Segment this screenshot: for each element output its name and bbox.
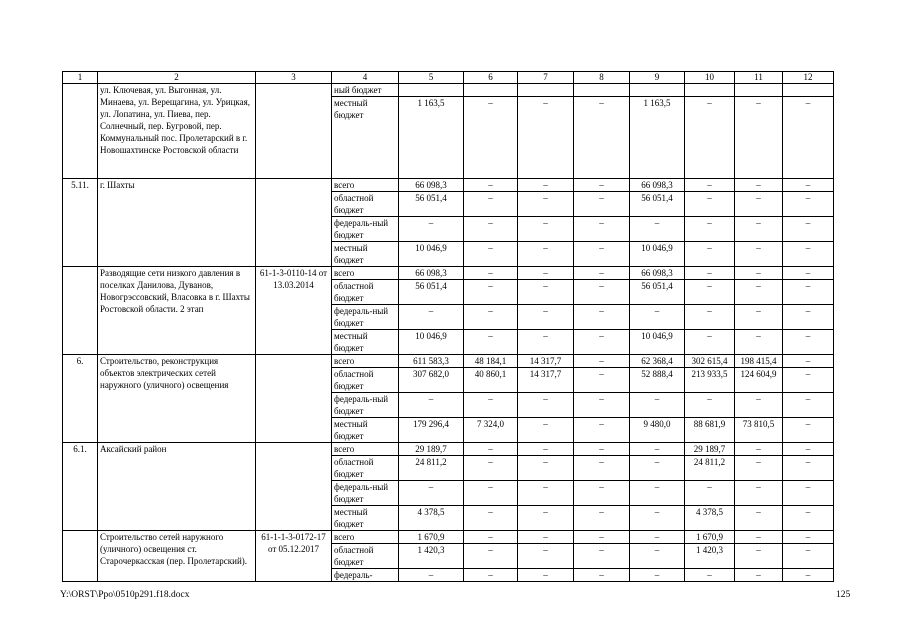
value-cell: 14 317,7 [518,355,574,368]
value-cell: – [399,305,464,330]
value-cell: 56 051,4 [630,280,685,305]
value-cell: – [783,481,834,506]
value-cell: – [783,506,834,531]
value-cell: 213 933,5 [685,368,735,393]
value-cell: – [735,443,783,456]
funding-source-cell: местный бюджет [332,506,399,531]
funding-source-cell: всего [332,267,399,280]
value-cell: – [518,569,574,582]
header-cell: 4 [332,72,399,84]
header-cell: 10 [685,72,735,84]
table-row [63,443,834,456]
value-cell: – [574,330,630,355]
item-number-cell [63,267,98,355]
value-cell: – [783,305,834,330]
header-cell: 6 [464,72,518,84]
item-number-cell: 6.1. [63,443,98,531]
value-cell: – [574,355,630,368]
funding-source-cell: федераль- [332,569,399,582]
value-cell: – [518,443,574,456]
value-cell: – [464,330,518,355]
value-cell: – [630,456,685,481]
value-cell: – [518,418,574,443]
value-cell: – [518,544,574,569]
value-cell: – [574,569,630,582]
value-cell: 88 681,9 [685,418,735,443]
value-cell: 56 051,4 [399,192,464,217]
funding-source-cell: местный бюджет [332,242,399,267]
value-cell: – [464,305,518,330]
value-cell: – [685,192,735,217]
value-cell: – [783,97,834,179]
header-cell: 5 [399,72,464,84]
item-name-cell: Строительство сетей наружного (уличного) освещения ст. Старочеркасская (пер. Пролетарский). [98,531,256,582]
value-cell: – [464,217,518,242]
value-cell: 1 670,9 [399,531,464,544]
value-cell: – [735,192,783,217]
value-cell: – [399,481,464,506]
value-cell [518,84,574,97]
value-cell: – [735,330,783,355]
funding-source-cell: областной бюджет [332,368,399,393]
value-cell: – [464,569,518,582]
value-cell: 9 480,0 [630,418,685,443]
value-cell: – [783,456,834,481]
value-cell: – [735,305,783,330]
item-name-cell: Аксайский район [98,443,256,531]
value-cell [464,84,518,97]
item-number-cell: 5.11. [63,179,98,267]
table-row [63,531,834,544]
value-cell: – [574,531,630,544]
budget-table [62,71,834,582]
value-cell: – [630,569,685,582]
value-cell: – [735,179,783,192]
value-cell: – [685,267,735,280]
funding-source-cell: областной бюджет [332,192,399,217]
item-name-cell: г. Шахты [98,179,256,267]
value-cell: – [685,217,735,242]
value-cell: 7 324,0 [464,418,518,443]
value-cell: 4 378,5 [685,506,735,531]
value-cell: – [518,217,574,242]
value-cell: – [735,280,783,305]
value-cell: 66 098,3 [399,179,464,192]
value-cell: – [783,280,834,305]
value-cell: – [783,242,834,267]
value-cell: – [630,305,685,330]
value-cell: 1 163,5 [399,97,464,179]
value-cell: – [735,393,783,418]
header-cell: 2 [98,72,256,84]
item-code-cell [256,84,332,179]
value-cell: 29 189,7 [399,443,464,456]
value-cell: 198 415,4 [735,355,783,368]
value-cell: – [518,179,574,192]
funding-source-cell: всего [332,531,399,544]
value-cell: 29 189,7 [685,443,735,456]
value-cell: – [783,393,834,418]
value-cell: – [518,481,574,506]
item-code-cell: 61-1-3-0110-14 от 13.03.2014 [256,267,332,355]
value-cell: 14 317,7 [518,368,574,393]
value-cell: 73 810,5 [735,418,783,443]
value-cell: – [735,506,783,531]
value-cell: – [464,192,518,217]
item-number-cell [63,84,98,179]
value-cell: – [464,481,518,506]
value-cell: – [574,393,630,418]
table-row [63,267,834,280]
value-cell: – [574,179,630,192]
value-cell: 56 051,4 [399,280,464,305]
value-cell: – [735,531,783,544]
item-number-cell [63,531,98,582]
header-cell: 7 [518,72,574,84]
value-cell [735,84,783,97]
value-cell: – [464,443,518,456]
value-cell: – [783,192,834,217]
value-cell: 56 051,4 [630,192,685,217]
value-cell: – [685,569,735,582]
value-cell: – [464,506,518,531]
value-cell: – [574,418,630,443]
value-cell: – [735,456,783,481]
value-cell: – [630,531,685,544]
value-cell: – [399,569,464,582]
item-code-cell [256,355,332,443]
value-cell: – [518,531,574,544]
value-cell: – [630,393,685,418]
value-cell: – [518,280,574,305]
value-cell: 1 163,5 [630,97,685,179]
funding-source-cell: федераль-ный бюджет [332,481,399,506]
value-cell: 302 615,4 [685,355,735,368]
value-cell: – [464,267,518,280]
value-cell: – [574,305,630,330]
funding-source-cell: ный бюджет [332,84,399,97]
table-row [63,84,834,97]
table-row [63,179,834,192]
value-cell: 48 184,1 [464,355,518,368]
value-cell: – [735,481,783,506]
item-code-cell [256,443,332,531]
item-code-cell: 61-1-1-3-0172-17 от 05.12.2017 [256,531,332,582]
value-cell: 10 046,9 [399,242,464,267]
value-cell [685,84,735,97]
funding-source-cell: федераль-ный бюджет [332,217,399,242]
value-cell: 10 046,9 [399,330,464,355]
value-cell: – [464,544,518,569]
funding-source-cell: всего [332,355,399,368]
value-cell [399,84,464,97]
value-cell: 611 583,3 [399,355,464,368]
value-cell: – [630,506,685,531]
value-cell: 10 046,9 [630,330,685,355]
value-cell: – [574,456,630,481]
value-cell: – [518,267,574,280]
value-cell: 62 368,4 [630,355,685,368]
value-cell: – [783,418,834,443]
header-cell: 8 [574,72,630,84]
funding-source-cell: областной бюджет [332,544,399,569]
value-cell: 66 098,3 [630,179,685,192]
header-cell: 11 [735,72,783,84]
value-cell: – [783,531,834,544]
funding-source-cell: областной бюджет [332,456,399,481]
page-number: 125 [836,590,851,600]
value-cell: – [783,330,834,355]
value-cell: 66 098,3 [399,267,464,280]
value-cell: – [685,393,735,418]
value-cell: – [464,531,518,544]
item-name-cell: ул. Ключевая, ул. Выгонная, ул. Минаева, ул. Верещагина, ул. Урицкая, ул. Лопатина, ул. Пиева, пер. Солнечный, пер. Бугровой, пер. Коммунальный пос. Пролетарский в г. Новошахтинске Ростовской области [98,84,256,179]
value-cell: – [783,355,834,368]
value-cell: – [685,179,735,192]
value-cell: 124 604,9 [735,368,783,393]
value-cell: – [518,242,574,267]
funding-source-cell: местный бюджет [332,418,399,443]
value-cell: – [464,242,518,267]
value-cell: – [574,280,630,305]
value-cell: – [735,544,783,569]
value-cell: 307 682,0 [399,368,464,393]
value-cell: 24 811,2 [399,456,464,481]
value-cell: – [630,481,685,506]
value-cell: 4 378,5 [399,506,464,531]
value-cell: – [735,217,783,242]
value-cell: – [685,280,735,305]
value-cell: – [574,506,630,531]
funding-source-cell: местный бюджет [332,97,399,179]
value-cell: – [783,368,834,393]
value-cell: – [574,443,630,456]
value-cell: – [574,217,630,242]
funding-source-cell: всего [332,443,399,456]
item-number-cell: 6. [63,355,98,443]
value-cell: – [574,267,630,280]
value-cell: – [464,179,518,192]
value-cell: – [399,217,464,242]
funding-source-cell: всего [332,179,399,192]
value-cell: – [685,330,735,355]
value-cell: 10 046,9 [630,242,685,267]
table-body [63,72,834,582]
value-cell: 1 420,3 [399,544,464,569]
value-cell: 24 811,2 [685,456,735,481]
funding-source-cell: федераль-ный бюджет [332,305,399,330]
value-cell: – [685,305,735,330]
value-cell: 66 098,3 [630,267,685,280]
header-row [63,72,834,84]
table-row [63,355,834,368]
value-cell: – [783,443,834,456]
value-cell: – [518,456,574,481]
value-cell: 1 420,3 [685,544,735,569]
value-cell [574,84,630,97]
value-cell: – [735,97,783,179]
value-cell: – [518,97,574,179]
value-cell: – [574,544,630,569]
value-cell: – [574,97,630,179]
value-cell: – [783,217,834,242]
value-cell: – [464,97,518,179]
value-cell: – [735,242,783,267]
value-cell: – [518,506,574,531]
funding-source-cell: местный бюджет [332,330,399,355]
value-cell [630,84,685,97]
value-cell: – [399,393,464,418]
value-cell: – [574,481,630,506]
value-cell: – [630,443,685,456]
value-cell: – [574,192,630,217]
value-cell: – [685,97,735,179]
value-cell: 1 670,9 [685,531,735,544]
header-cell: 9 [630,72,685,84]
value-cell: – [574,368,630,393]
value-cell: – [630,544,685,569]
value-cell: – [783,179,834,192]
value-cell: 52 888,4 [630,368,685,393]
value-cell: – [685,481,735,506]
value-cell: 40 860,1 [464,368,518,393]
value-cell: – [685,242,735,267]
value-cell: – [518,192,574,217]
value-cell: – [783,267,834,280]
value-cell [783,84,834,97]
funding-source-cell: федераль-ный бюджет [332,393,399,418]
value-cell: – [518,305,574,330]
header-cell: 1 [63,72,98,84]
value-cell: – [464,280,518,305]
footer-file-path: Y:\ORST\Ppo\0510p291.f18.docx [60,590,190,600]
item-code-cell [256,179,332,267]
funding-source-cell: областной бюджет [332,280,399,305]
value-cell: – [518,330,574,355]
value-cell: – [735,267,783,280]
value-cell: – [735,569,783,582]
value-cell: – [574,242,630,267]
value-cell: – [783,544,834,569]
value-cell: – [464,456,518,481]
value-cell: – [630,217,685,242]
value-cell: – [518,393,574,418]
header-cell: 3 [256,72,332,84]
value-cell: – [783,569,834,582]
item-name-cell: Строительство, реконструкция объектов электрических сетей наружного (уличного) освещения [98,355,256,443]
value-cell: – [464,393,518,418]
header-cell: 12 [783,72,834,84]
value-cell: 179 296,4 [399,418,464,443]
item-name-cell: Разводящие сети низкого давления в поселках Данилова, Дуванов, Новогрэссовский, Власовка в г. Шахты Ростовской области. 2 этап [98,267,256,355]
